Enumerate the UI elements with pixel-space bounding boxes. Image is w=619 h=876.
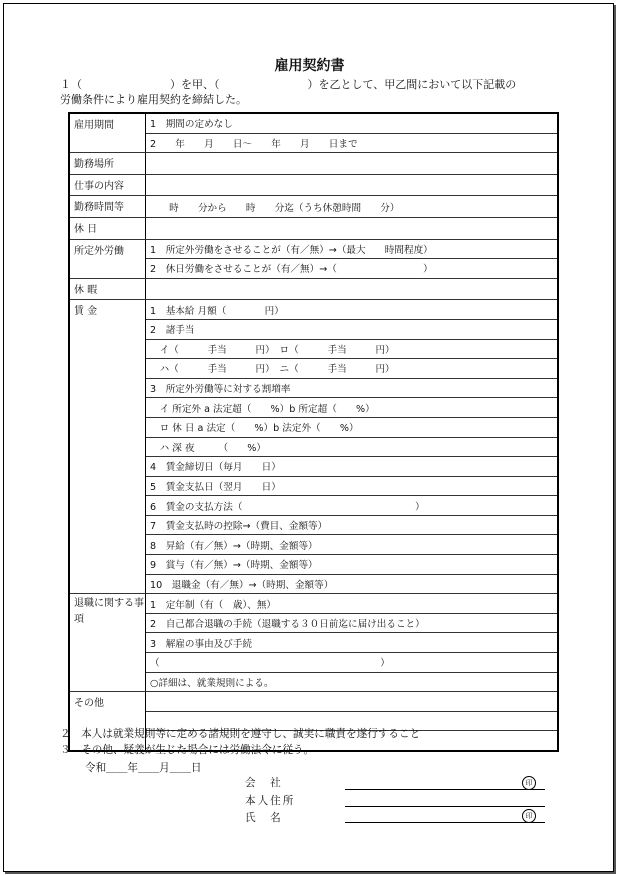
- row-content: [146, 278, 559, 300]
- contract-table: [68, 112, 559, 752]
- company-label: 会 社: [245, 777, 283, 789]
- table-row: [69, 278, 558, 300]
- clause-3: ３ その他、疑義が生じた場合には労働法令に従う。: [60, 743, 315, 756]
- row-content: 3 解雇の事由及び手続: [146, 633, 559, 653]
- row-content: 2 年 月 日～ 年 月 日まで: [146, 133, 559, 153]
- address-label: 本人住所: [245, 795, 296, 807]
- table-row: [69, 300, 558, 320]
- row-content: （ ）: [146, 653, 559, 673]
- row-content: 10 退職金（有／無）→（時期、金額等）: [146, 574, 559, 594]
- table-row: [69, 239, 558, 259]
- intro-line-2: 労働条件により雇用契約を締結した。: [60, 93, 247, 106]
- name-line: [345, 822, 545, 823]
- row-content: 1 基本給 月額（ 円）: [146, 300, 559, 320]
- row-content: 1 期間の定めなし: [146, 113, 559, 133]
- row-content: ロ 休 日 a 法定（ %）b 法定外（ %）: [146, 417, 559, 437]
- row-content: 2 自己都合退職の手続（退職する３０日前迄に届け出ること）: [146, 613, 559, 633]
- row-label: 退職に関する事項: [69, 594, 146, 692]
- row-content: [146, 692, 559, 712]
- row-content: 7 賃金支払時の控除→（費目、金額等）: [146, 515, 559, 535]
- row-content: 時 分から 時 分迄（うち休憩時間 分）: [146, 196, 559, 218]
- row-content: ハ（ 手当 円） ニ（ 手当 円）: [146, 359, 559, 379]
- row-label: 休 暇: [69, 278, 146, 300]
- table-row: [69, 174, 558, 196]
- table-row: [69, 153, 558, 175]
- row-content: [146, 153, 559, 175]
- intro-text: [60, 77, 560, 107]
- row-label: 賃 金: [69, 300, 146, 594]
- row-content: 6 賃金の支払方法（ ）: [146, 496, 559, 516]
- row-content: [146, 217, 559, 239]
- contract-date: 令和＿＿年＿＿月＿＿日: [85, 762, 202, 774]
- row-content: 9 賞与（有／無）→（時期、金額等）: [146, 555, 559, 575]
- row-content: [146, 174, 559, 196]
- row-content: 2 諸手当: [146, 319, 559, 339]
- row-label: 勤務時間等: [69, 196, 146, 218]
- table-row: [69, 692, 558, 712]
- name-label: 氏 名: [245, 812, 283, 824]
- company-line: [345, 789, 545, 790]
- row-content: 1 所定外労働をさせることが（有／無）→（最大 時間程度）: [146, 239, 559, 259]
- row-label: その他: [69, 692, 146, 751]
- document-title: 雇用契約書: [274, 58, 345, 74]
- intro-line-1: １（ ）を甲、（ ）を乙として、甲乙間において以下記載の: [60, 78, 517, 91]
- footer-clauses: [60, 727, 420, 758]
- table-row: [69, 217, 558, 239]
- row-content: 4 賃金締切日（毎月 日）: [146, 457, 559, 477]
- row-content: 3 所定外労働等に対する割増率: [146, 378, 559, 398]
- seal-mark: 印: [522, 809, 536, 823]
- seal-mark: 印: [522, 776, 536, 790]
- row-content: 8 昇給（有／無）→（時期、金額等）: [146, 535, 559, 555]
- row-content: ○詳細は、就業規則による。: [146, 672, 559, 692]
- row-content: イ（ 手当 円） ロ（ 手当 円）: [146, 339, 559, 359]
- row-label: 勤務場所: [69, 153, 146, 175]
- row-content: ハ 深 夜 （ %）: [146, 437, 559, 457]
- row-label: 仕事の内容: [69, 174, 146, 196]
- row-content: 1 定年制（有（ 歳）、無）: [146, 594, 559, 614]
- row-label: 休 日: [69, 217, 146, 239]
- clause-2: ２ 本人は就業規則等に定める諸規則を遵守し、誠実に職責を遂行すること: [60, 728, 421, 740]
- row-label: 所定外労働: [69, 239, 146, 278]
- row-content: イ 所定外 a 法定超（ %）b 所定超（ %）: [146, 398, 559, 418]
- row-content: 2 休日労働をさせることが（有／無）→（ ）: [146, 259, 559, 279]
- row-content: 5 賃金支払日（翌月 日）: [146, 476, 559, 496]
- table-row: [69, 113, 558, 133]
- table-row: [69, 594, 558, 614]
- address-line: [345, 806, 545, 807]
- row-label: 雇用期間: [69, 113, 146, 153]
- table-row: [69, 196, 558, 218]
